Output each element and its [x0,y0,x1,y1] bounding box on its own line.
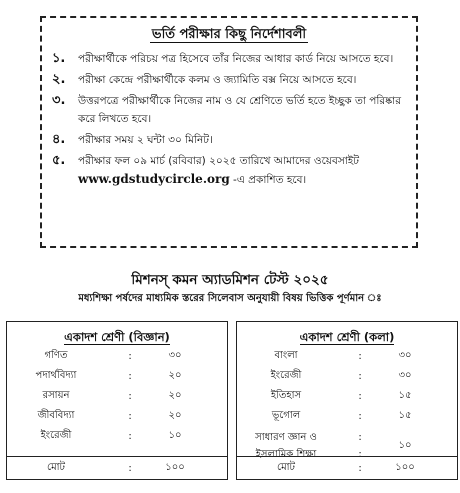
subject-marks: ৩০ [168,349,182,361]
table-row [237,366,457,386]
instruction-text: পরীক্ষার সময় ২ ঘন্টা ৩০ মিনিট। [78,134,213,146]
subject-name: রসায়ন [42,389,70,401]
subject-marks: ১০ [398,439,412,451]
subject-name: ইংরেজী [40,429,72,441]
colon: : [128,430,132,442]
instruction-number: ৫. [52,153,66,168]
colon: : [128,410,132,422]
instructions-title: ভর্তি পরীক্ষার কিছু নির্দেশাবলী [151,27,307,42]
subject-marks: ১৫ [398,409,412,421]
colon: : [358,390,362,402]
subject-name: ইংরেজী [270,369,302,381]
instruction-item [52,50,406,68]
subject-marks: ২০ [168,409,182,421]
total-marks: ১০০ [165,461,185,473]
instruction-item [52,71,406,89]
science-heading: একাদশ শ্রেণী (বিজ্ঞান) [64,330,170,344]
colon: : : [358,432,362,460]
table-row [7,406,227,426]
subject-marks: ১৫ [398,389,412,401]
arts-total-row [237,456,457,479]
subject-marks: ৩০ [398,369,412,381]
instruction-text: পরীক্ষার্থীকে পরিচয় পত্র হিসেবে তাঁর নিজের আধার কার্ড নিয়ে আসতে হবে। [78,53,394,65]
instruction-item [52,131,406,149]
science-marks-panel [6,321,228,480]
table-row [7,426,227,446]
exam-title: মিশনস্‌ কমন অ্যাডমিশন টেস্ট ২০২৫ [131,272,329,288]
instructions-box [40,16,418,248]
instruction-item [52,152,406,189]
colon: : [128,370,132,382]
table-row [237,386,457,406]
instruction-number: ১. [52,51,66,66]
subject-line-2: ইসলামিক শিক্ষা [255,449,317,460]
subject-name: বাংলা [274,349,298,361]
science-rows [7,346,227,446]
exam-subtitle: মধ্যশিক্ষা পর্ষদের মাধ্যমিক স্তরের সিলেবাস অনুযায়ী বিষয় ভিত্তিক পূর্ণমান ঃ [78,293,382,304]
total-marks: ১০০ [395,461,415,473]
instruction-text: উত্তরপত্রে পরীক্ষার্থীকে নিজের নাম ও যে শ্রেণিতে ভর্তি হতে ইচ্ছুক তা পরিষ্কার করে লিখতে হবে। [78,95,401,125]
arts-rows [237,346,457,466]
subject-name: ভূগোল [271,409,301,421]
colon: : [128,350,132,362]
total-label: মোট [47,461,65,473]
subject-marks: ১০ [168,429,182,441]
subject-name: ইতিহাস [270,389,302,401]
instruction-number: ৩. [52,93,66,108]
total-label: মোট [277,461,295,473]
subject-marks: ২০ [168,369,182,381]
subject-marks: ৩০ [398,349,412,361]
table-row [237,406,457,426]
instruction-text [78,152,406,189]
instruction-suffix: -এ প্রকাশিত হবে। [229,174,307,186]
table-row [7,346,227,366]
instruction-item [52,92,406,128]
subject-name: পদার্থবিদ্যা [35,369,77,381]
table-row [7,386,227,406]
table-row [237,346,457,366]
subject-line-1: সাধারণ জ্ঞান ও [255,432,317,443]
website-link[interactable]: www.gdstudycircle.org [78,172,230,186]
colon: : [128,462,132,474]
colon: : [358,350,362,362]
subject-name: গণিত [44,349,68,361]
colon: : [128,390,132,402]
colon: : [358,462,362,474]
subject-marks: ২০ [168,389,182,401]
arts-heading: একাদশ শ্রেণী (কলা) [299,330,395,344]
instruction-number: ২. [52,72,66,87]
instruction-text: পরীক্ষা কেন্দ্রে পরীক্ষার্থীকে কলম ও জ্যামিতি বক্স নিয়ে আসতে হবে। [78,74,357,86]
science-total-row [7,456,227,479]
subject-name: জীববিদ্যা [37,409,75,421]
instructions-list [52,50,406,192]
arts-marks-panel [236,321,458,480]
table-row [7,366,227,386]
instruction-text-part: পরীক্ষার ফল ০৯ মার্চ (রবিবার) ২০২৫ তারিখে আমাদের ওয়েবসাইট [78,155,359,167]
instruction-number: ৪. [52,132,66,147]
colon: : [358,410,362,422]
colon: : [358,370,362,382]
